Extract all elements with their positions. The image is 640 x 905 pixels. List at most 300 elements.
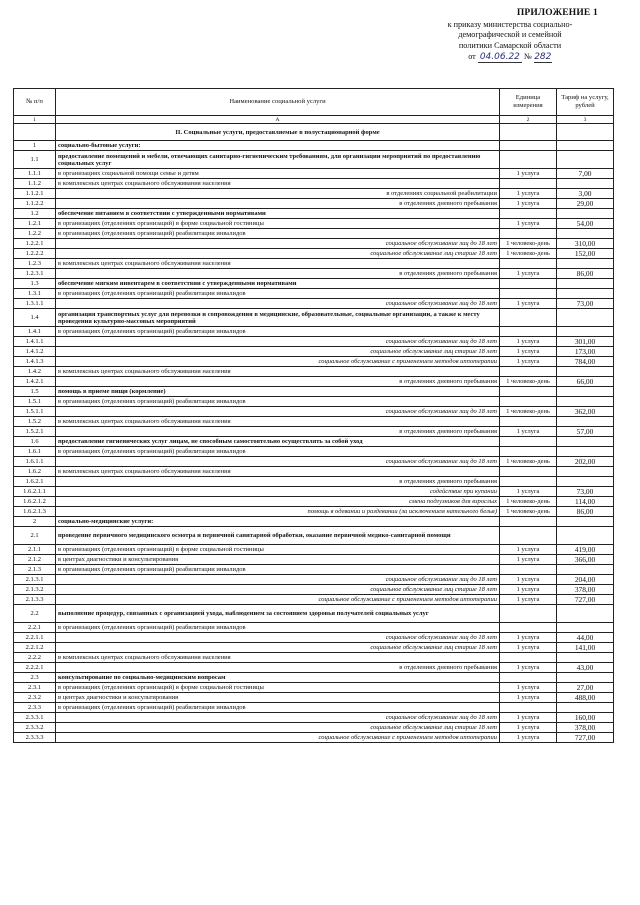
row-tariff: 378,00 [557,585,614,595]
row-unit: 1 человеко-день [500,377,557,387]
row-number: 2.1 [14,527,56,545]
row-service-name: социальное обслуживание лиц до 18 лет [56,239,500,249]
row-tariff [557,259,614,269]
tariff-table [13,88,614,743]
row-unit [500,397,557,407]
row-number: 1.6.1 [14,447,56,457]
row-unit [500,467,557,477]
row-service-name: социально-бытовые услуги: [56,141,500,151]
row-unit: 1 услуга [500,683,557,693]
row-service-name: предоставление гигиенических услуг лицам, не способным самостоятельно осуществлять за собой уход [56,437,500,447]
row-service-name: консультирование по социально-медицинским вопросам [56,673,500,683]
table-row [14,447,614,457]
table-row [14,733,614,743]
header-unit: Единица измерения [500,89,557,116]
row-tariff: 160,00 [557,713,614,723]
table-row [14,527,614,545]
row-number: 1.4.1.3 [14,357,56,367]
row-number: 1.4 [14,309,56,327]
row-number: 1.5.2.1 [14,427,56,437]
row-service-name: в центрах диагностики и консультирования [56,555,500,565]
row-unit [500,673,557,683]
table-row [14,229,614,239]
row-service-name: социальное обслуживание с применением методов иппотерапии [56,733,500,743]
row-tariff [557,327,614,337]
row-service-name: социальное обслуживание с применением методов иппотерапии [56,357,500,367]
row-tariff: 202,00 [557,457,614,467]
row-number: 2 [14,517,56,527]
table-row [14,309,614,327]
row-service-name: в отделениях дневного пребывания [56,477,500,487]
row-number: 1.2.2.2 [14,249,56,259]
row-service-name: помощь в приеме пищи (кормление) [56,387,500,397]
table-row [14,545,614,555]
row-service-name: социальное обслуживание лиц старше 18 лет [56,249,500,259]
order-date: 04.06.22 [479,51,520,62]
row-unit: 1 человеко-день [500,497,557,507]
row-unit: 1 услуга [500,169,557,179]
row-number: 2.3 [14,673,56,683]
row-tariff [557,477,614,487]
row-unit: 1 услуга [500,633,557,643]
row-service-name: в организациях (отделениях организаций) реабилитации инвалидов [56,703,500,713]
row-service-name: обеспечение питанием в соответствии с утвержденными нормативами [56,209,500,219]
table-row [14,279,614,289]
row-unit: 1 услуга [500,545,557,555]
table-row [14,151,614,169]
row-tariff [557,367,614,377]
table-row [14,507,614,517]
index-3: 3 [557,116,614,124]
table-row [14,367,614,377]
row-number: 1.6.2.1 [14,477,56,487]
row-tariff [557,151,614,169]
row-number: 1.1.2.2 [14,199,56,209]
row-number: 1.5.1.1 [14,407,56,417]
row-tariff: 488,00 [557,693,614,703]
row-service-name: в организациях (отделениях организаций) в форме социальной гостиницы [56,683,500,693]
row-unit: 1 услуга [500,337,557,347]
row-unit [500,623,557,633]
row-tariff [557,703,614,713]
row-number: 1.5.2 [14,417,56,427]
row-tariff [557,417,614,427]
section-empty [14,124,56,141]
row-tariff: 362,00 [557,407,614,417]
row-service-name: предоставление помещений и мебели, отвечающих санитарно-гигиеническим требованиям, для организации мероприятий по предоставлению социальных услуг [56,151,500,169]
section-row [14,124,614,141]
row-tariff: 301,00 [557,337,614,347]
row-number: 2.1.3 [14,565,56,575]
row-tariff [557,437,614,447]
row-service-name: выполнение процедур, связанных с организацией ухода, наблюдением за состоянием здоровья получателей социальных услуг [56,605,500,623]
row-number: 1.4.1.2 [14,347,56,357]
index-1: 1 [14,116,56,124]
row-number: 1.4.1 [14,327,56,337]
row-tariff: 378,00 [557,723,614,733]
row-tariff: 44,00 [557,633,614,643]
table-row [14,703,614,713]
row-number: 1.6.2.1.2 [14,497,56,507]
section-title: II. Социальные услуги, предоставляемые в полустационарной форме [56,124,500,141]
row-number: 1.3 [14,279,56,289]
row-number: 1.5.1 [14,397,56,407]
row-unit: 1 человеко-день [500,407,557,417]
row-unit: 1 услуга [500,643,557,653]
row-number: 1.4.2 [14,367,56,377]
row-tariff [557,397,614,407]
row-number: 2.3.3 [14,703,56,713]
table-row [14,623,614,633]
row-tariff: 204,00 [557,575,614,585]
row-unit [500,605,557,623]
row-unit: 1 услуга [500,723,557,733]
row-unit [500,653,557,663]
row-tariff: 419,00 [557,545,614,555]
header-tariff: Тариф на услугу, рублей [557,89,614,116]
row-unit: 1 человеко-день [500,239,557,249]
row-tariff [557,623,614,633]
row-tariff [557,289,614,299]
row-tariff: 73,00 [557,299,614,309]
table-row [14,189,614,199]
row-tariff: 7,00 [557,169,614,179]
row-number: 1.6.2 [14,467,56,477]
header-service-name: Наименование социальной услуги [56,89,500,116]
row-unit [500,387,557,397]
table-row [14,693,614,703]
row-unit: 1 услуга [500,585,557,595]
row-tariff: 86,00 [557,507,614,517]
row-tariff [557,179,614,189]
row-tariff [557,229,614,239]
row-service-name: в отделениях дневного пребывания [56,377,500,387]
row-number: 2.2.1.1 [14,633,56,643]
row-tariff [557,653,614,663]
row-unit [500,417,557,427]
row-service-name: организация транспортных услуг для перевозки и сопровождения в медицинские, образовательные, социальные организации, а также к месту проведения культурно-массовых мероприятий [56,309,500,327]
row-unit: 1 услуга [500,189,557,199]
row-unit: 1 услуга [500,713,557,723]
row-service-name: в отделениях дневного пребывания [56,427,500,437]
order-line-1: к приказу министерства социально- [447,20,573,30]
header-number: № п/п [14,89,56,116]
row-unit [500,477,557,487]
row-number: 2.1.3.2 [14,585,56,595]
row-unit: 1 услуга [500,555,557,565]
table-row [14,437,614,447]
table-row [14,269,614,279]
table-row [14,565,614,575]
row-service-name: смена подгузников для взрослых [56,497,500,507]
table-row [14,407,614,417]
table-row [14,249,614,259]
row-service-name: социальное обслуживание лиц до 18 лет [56,407,500,417]
row-number: 2.1.3.1 [14,575,56,585]
row-tariff [557,279,614,289]
row-number: 2.2.2 [14,653,56,663]
row-tariff: 173,00 [557,347,614,357]
row-tariff: 152,00 [557,249,614,259]
table-row [14,337,614,347]
row-unit: 1 услуга [500,199,557,209]
table-row [14,467,614,477]
table-row [14,497,614,507]
row-number: 1.2.1 [14,219,56,229]
row-service-name: в организациях (отделениях организаций) реабилитации инвалидов [56,397,500,407]
row-service-name: в организациях (отделениях организаций) реабилитации инвалидов [56,229,500,239]
order-date-number [410,52,610,63]
number-label: № [523,51,532,61]
row-service-name: в комплексных центрах социального обслуживания населения [56,259,500,269]
row-unit: 1 услуга [500,733,557,743]
row-tariff: 366,00 [557,555,614,565]
row-number: 1.3.1 [14,289,56,299]
table-row [14,259,614,269]
row-service-name: помощь в одевании и раздевании (за исключением нательного белья) [56,507,500,517]
table-row [14,289,614,299]
row-unit: 1 услуга [500,575,557,585]
table-row [14,673,614,683]
order-line-3: политики Самарской области [458,40,562,50]
row-tariff [557,141,614,151]
row-unit [500,517,557,527]
row-number: 1.2.2 [14,229,56,239]
row-tariff: 73,00 [557,487,614,497]
row-service-name: в комплексных центрах социального обслуживания населения [56,653,500,663]
row-number: 2.3.3.1 [14,713,56,723]
row-tariff [557,517,614,527]
row-service-name: в организациях социальной помощи семье и детям [56,169,500,179]
row-unit [500,447,557,457]
section-empty [557,124,614,141]
row-service-name: в организациях (отделениях организаций) реабилитации инвалидов [56,447,500,457]
table-index-row [14,116,614,124]
row-service-name: социальное обслуживание лиц до 18 лет [56,713,500,723]
row-number: 1.2 [14,209,56,219]
row-service-name: в центрах диагностики и консультирования [56,693,500,703]
row-number: 1 [14,141,56,151]
row-tariff: 784,00 [557,357,614,367]
row-unit [500,141,557,151]
row-service-name: в организациях (отделениях организаций) в форме социальной гостиницы [56,545,500,555]
row-number: 2.1.3.3 [14,595,56,605]
row-number: 2.2 [14,605,56,623]
table-row [14,605,614,623]
table-row [14,299,614,309]
appendix-title: ПРИЛОЖЕНИЕ 1 [516,8,598,18]
row-unit [500,309,557,327]
row-service-name: социально-медицинские услуги: [56,517,500,527]
row-service-name: социальное обслуживание лиц до 18 лет [56,299,500,309]
table-row [14,141,614,151]
row-unit [500,327,557,337]
row-unit [500,279,557,289]
table-row [14,179,614,189]
row-tariff: 310,00 [557,239,614,249]
table-row [14,397,614,407]
row-unit [500,437,557,447]
table-row [14,457,614,467]
row-service-name: в комплексных центрах социального обслуживания населения [56,179,500,189]
row-tariff: 3,00 [557,189,614,199]
row-unit: 1 услуга [500,487,557,497]
row-number: 1.1.2 [14,179,56,189]
row-number: 1.3.1.1 [14,299,56,309]
row-number: 2.1.1 [14,545,56,555]
row-service-name: в отделениях дневного пребывания [56,199,500,209]
row-service-name: в организациях (отделениях организаций) реабилитации инвалидов [56,623,500,633]
row-number: 2.2.2.1 [14,663,56,673]
row-tariff: 29,00 [557,199,614,209]
row-unit: 1 услуга [500,357,557,367]
row-unit: 1 услуга [500,663,557,673]
table-row [14,555,614,565]
table-row [14,723,614,733]
row-service-name: социальное обслуживание лиц старше 18 лет [56,347,500,357]
table-row [14,633,614,643]
row-number: 1.1.2.1 [14,189,56,199]
row-tariff [557,527,614,545]
row-unit: 1 услуга [500,219,557,229]
row-number: 1.2.2.1 [14,239,56,249]
table-row [14,517,614,527]
row-service-name: проведение первичного медицинского осмотра и первичной санитарной обработки, оказание первичной медико-санитарной помощи [56,527,500,545]
row-number: 2.2.1.2 [14,643,56,653]
row-tariff: 57,00 [557,427,614,437]
row-number: 1.1.1 [14,169,56,179]
row-number: 1.6.2.1.1 [14,487,56,497]
section-empty [500,124,557,141]
row-unit: 1 услуга [500,693,557,703]
row-service-name: обеспечение мягким инвентарем в соответствии с утвержденными нормативами [56,279,500,289]
row-tariff: 43,00 [557,663,614,673]
row-number: 1.4.1.1 [14,337,56,347]
row-number: 1.2.3 [14,259,56,269]
row-number: 1.5 [14,387,56,397]
row-unit: 1 услуга [500,269,557,279]
table-row [14,327,614,337]
row-number: 2.3.2 [14,693,56,703]
row-unit [500,703,557,713]
row-tariff [557,565,614,575]
row-unit: 1 услуга [500,347,557,357]
row-tariff [557,467,614,477]
row-service-name: в организациях (отделениях организаций) реабилитации инвалидов [56,565,500,575]
row-unit: 1 человеко-день [500,249,557,259]
table-row [14,595,614,605]
table-row [14,683,614,693]
row-number: 1.2.3.1 [14,269,56,279]
index-a: А [56,116,500,124]
row-number: 2.3.1 [14,683,56,693]
row-unit [500,179,557,189]
row-tariff: 54,00 [557,219,614,229]
row-unit [500,527,557,545]
order-line-2: демографической и семейной [458,30,562,40]
table-row [14,477,614,487]
row-tariff: 27,00 [557,683,614,693]
row-service-name: в комплексных центрах социального обслуживания населения [56,417,500,427]
row-unit: 1 услуга [500,299,557,309]
row-unit [500,209,557,219]
row-number: 1.6 [14,437,56,447]
table-row [14,585,614,595]
row-tariff [557,605,614,623]
row-unit [500,151,557,169]
row-number: 1.1 [14,151,56,169]
table-row [14,643,614,653]
table-row [14,169,614,179]
row-service-name: социальное обслуживание с применением методов иппотерапии [56,595,500,605]
index-2: 2 [500,116,557,124]
row-service-name: содействие при купании [56,487,500,497]
row-service-name: в организациях (отделениях организаций) реабилитации инвалидов [56,289,500,299]
table-row [14,377,614,387]
table-row [14,357,614,367]
row-unit [500,367,557,377]
table-row [14,199,614,209]
order-number: 282 [534,51,552,62]
row-service-name: социальное обслуживание лиц старше 18 лет [56,585,500,595]
row-tariff: 727,00 [557,733,614,743]
row-service-name: в отделениях социальной реабилитации [56,189,500,199]
row-service-name: социальное обслуживание лиц до 18 лет [56,457,500,467]
row-unit: 1 человеко-день [500,457,557,467]
row-service-name: в комплексных центрах социального обслуживания населения [56,367,500,377]
row-tariff: 727,00 [557,595,614,605]
row-unit [500,259,557,269]
row-service-name: в отделениях дневного пребывания [56,663,500,673]
table-row [14,219,614,229]
row-service-name: в комплексных центрах социального обслуживания населения [56,467,500,477]
row-number: 2.3.3.3 [14,733,56,743]
row-number: 1.4.2.1 [14,377,56,387]
row-tariff: 86,00 [557,269,614,279]
row-number: 2.1.2 [14,555,56,565]
row-number: 2.2.1 [14,623,56,633]
row-service-name: социальное обслуживание лиц до 18 лет [56,633,500,643]
row-unit [500,565,557,575]
row-service-name: в отделениях дневного пребывания [56,269,500,279]
table-row [14,387,614,397]
appendix-header [410,8,610,63]
row-tariff [557,673,614,683]
row-service-name: социальное обслуживание лиц до 18 лет [56,337,500,347]
row-tariff: 141,00 [557,643,614,653]
row-unit: 1 услуга [500,595,557,605]
row-tariff [557,309,614,327]
row-number: 1.6.1.1 [14,457,56,467]
row-unit [500,229,557,239]
row-service-name: в организациях (отделениях организаций) в форме социальной гостиницы [56,219,500,229]
table-row [14,653,614,663]
row-tariff [557,209,614,219]
table-row [14,209,614,219]
row-service-name: социальное обслуживание лиц старше 18 лет [56,723,500,733]
table-row [14,663,614,673]
row-unit: 1 человеко-день [500,507,557,517]
row-unit: 1 услуга [500,427,557,437]
row-unit [500,289,557,299]
row-tariff: 66,00 [557,377,614,387]
row-service-name: в организациях (отделениях организаций) реабилитации инвалидов [56,327,500,337]
from-label: от [468,51,476,61]
row-tariff [557,447,614,457]
table-row [14,417,614,427]
table-row [14,713,614,723]
row-tariff: 114,00 [557,497,614,507]
